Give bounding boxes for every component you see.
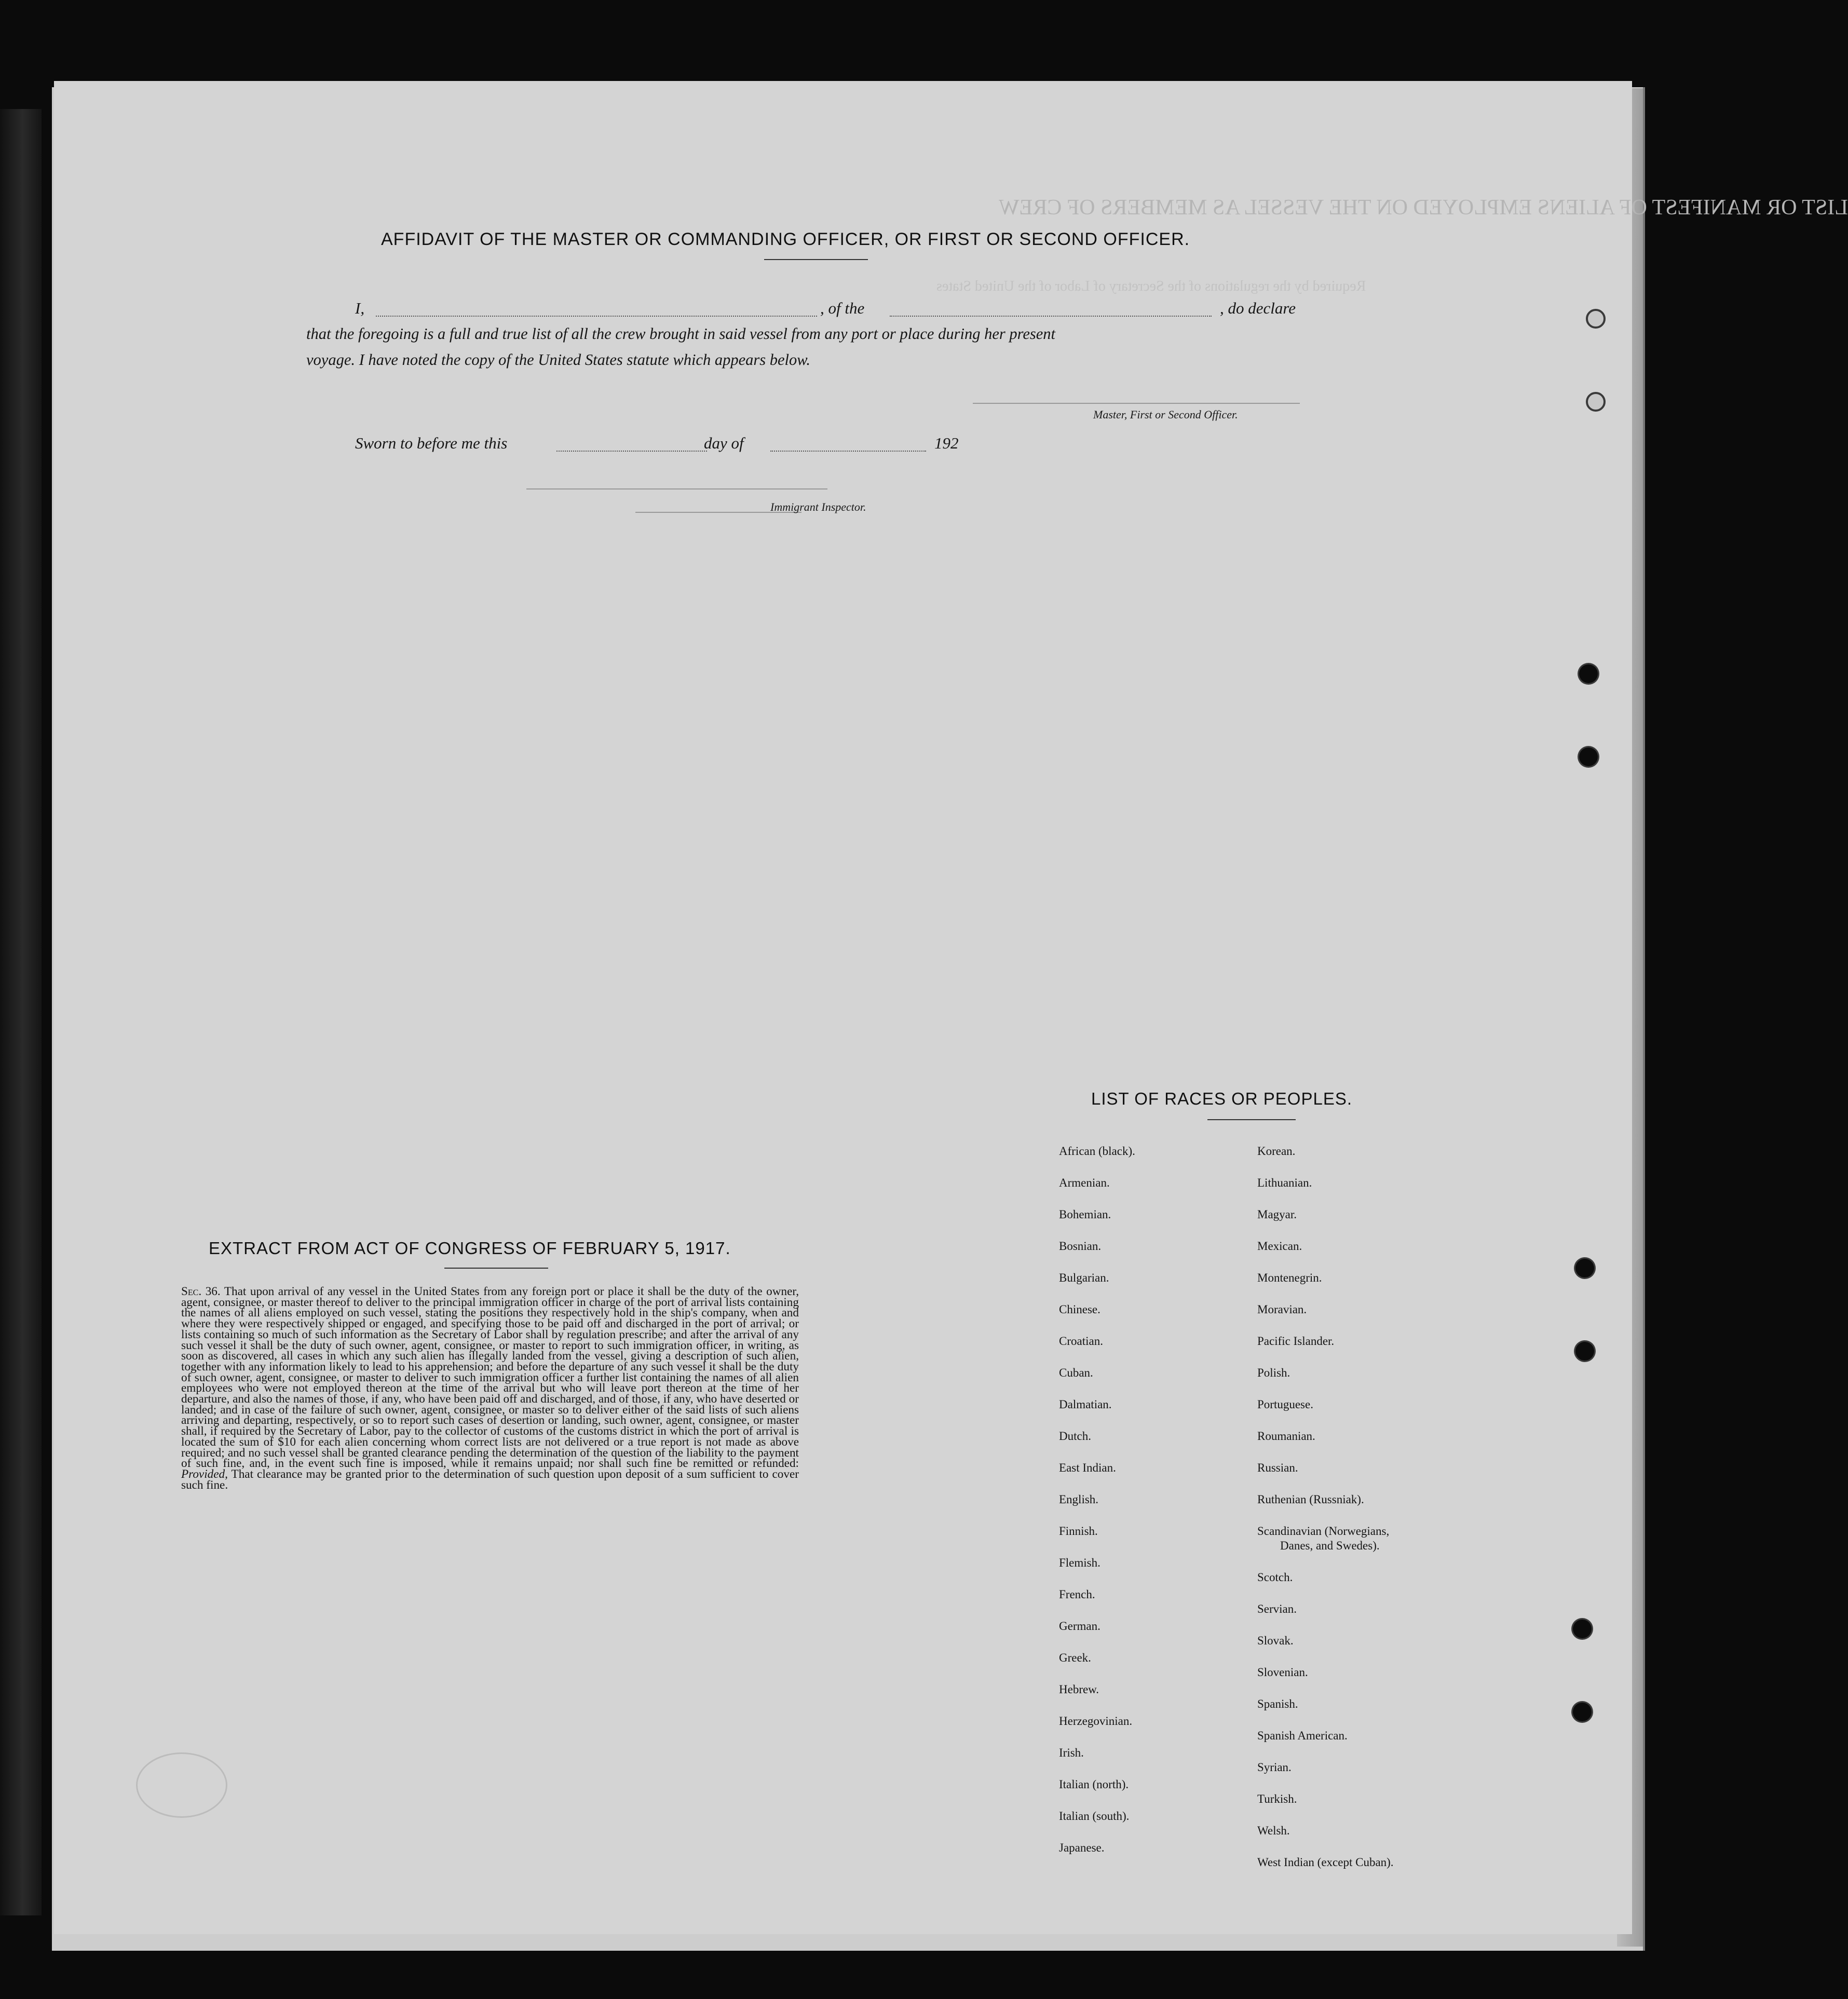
race-item: Bosnian.: [1059, 1240, 1102, 1253]
affidavit-line2: that the foregoing is a full and true list of all the crew brought in said vessel from any port or place during her present: [306, 325, 1056, 343]
binder-hole: [1575, 1342, 1594, 1361]
affidavit-i: I,: [355, 299, 365, 317]
faint-stamp: [136, 1752, 227, 1818]
race-item: Slovenian.: [1257, 1666, 1308, 1679]
extract-title: EXTRACT FROM ACT OF CONGRESS OF FEBRUARY 5, 1917.: [209, 1239, 731, 1258]
race-item: Dutch.: [1059, 1430, 1091, 1443]
race-item: Magyar.: [1257, 1208, 1297, 1221]
race-item: Bohemian.: [1059, 1208, 1111, 1221]
race-item: Croatian.: [1059, 1335, 1103, 1348]
race-item: African (black).: [1059, 1145, 1135, 1158]
race-item: Bulgarian.: [1059, 1271, 1109, 1284]
race-item: Chinese.: [1059, 1303, 1100, 1316]
name-blank[interactable]: [376, 316, 817, 317]
race-item: Roumanian.: [1257, 1430, 1315, 1443]
affidavit-title: AFFIDAVIT OF THE MASTER OR COMMANDING OFFICER, OR FIRST OR SECOND OFFICER.: [381, 229, 1190, 249]
race-item: Flemish.: [1059, 1556, 1100, 1569]
race-item: Welsh.: [1257, 1824, 1290, 1837]
affidavit-do-declare: , do declare: [1220, 299, 1296, 317]
race-item: English.: [1059, 1493, 1099, 1506]
proviso-text: That clearance may be granted prior to the determination of such question upon deposit of a sum sufficient to cover such fine.: [181, 1467, 799, 1492]
bleed-through: LIST OR MANIFEST OF ALIENS EMPLOYED ON THE VESSEL AS MEMBERS OF CREW: [999, 196, 1848, 220]
affidavit-line3: voyage. I have noted the copy of the United States statute which appears below.: [306, 351, 810, 369]
sworn-day-blank[interactable]: [556, 451, 707, 452]
race-item: Polish.: [1257, 1366, 1290, 1379]
race-item: Spanish American.: [1257, 1729, 1348, 1742]
section-text: That upon arrival of any vessel in the United States from any foreign port or place it shall be the duty of the owner, agent, consignee, or master thereof to deliver to the principal immigration officer in charge of the port of arrival lists containing the names of all aliens employed on such vessel, stating the positions they respectively hold in the ship's company, when and where they were respectively shipped or engaged, and specifying those to be paid off and discharged in the port of arrival; or lists containing so much of such information as the Secretary of Labor shall by regulation prescribe; and after the arrival of any such vessel it shall be the duty of such owner, agent, consignee, or master to report to such immigration officer, in writing, as soon as discovered, all cases in which any such alien has illegally landed from the vessel, giving a description of such alien, together with any information likely to lead to his apprehension; and before the departure of any such vessel it shall be the duty of such owner, agent, consignee, or master to deliver to such immigration officer a further list containing the names of all alien employees who were not employed thereon at the time of the arrival but who will leave port thereon at the time of her departure, and also the names of those, if any, who have been paid off and discharged, and of those, if any, who have deserted or landed; and in case of the failure of such owner, agent, consignee, or master so to deliver either of the said lists of such aliens arriving and departing, respectively, or so to report such cases of desertion or landing, such owner, agent, consignee, or master shall, if required by the Secretary of Labor, pay to the collector of customs of the customs district in which the port of arrival is located the sum of $10 for each alien concerning whom correct lists are not delivered or a true report is not made as above required; and no such vessel shall be granted clearance pending the determination of the question of the liability to the payment of such fine, and, in the event such fine is imposed, while it remains unpaid; nor shall such fine be remitted or refunded:: [181, 1285, 799, 1471]
race-item: French.: [1059, 1588, 1095, 1601]
race-item: Cuban.: [1059, 1366, 1093, 1379]
race-item: Herzegovinian.: [1059, 1715, 1133, 1728]
scan-edge: [0, 109, 42, 1915]
race-item: Finnish.: [1059, 1525, 1098, 1538]
binder-hole: [1573, 1620, 1592, 1638]
race-item: Mexican.: [1257, 1240, 1302, 1253]
race-item: Japanese.: [1059, 1841, 1105, 1854]
bleed-through: Required by the regulations of the Secretary of Labor of the United States: [936, 278, 1366, 294]
race-item: Danes, and Swedes).: [1280, 1539, 1380, 1552]
binder-hole: [1586, 392, 1606, 412]
binder-hole: [1573, 1703, 1592, 1721]
race-item: Spanish.: [1257, 1697, 1298, 1710]
race-item: Moravian.: [1257, 1303, 1307, 1316]
race-item: Pacific Islander.: [1257, 1335, 1335, 1348]
binder-hole: [1575, 1259, 1594, 1277]
affidavit-of-the: , of the: [820, 299, 865, 317]
race-item: Syrian.: [1257, 1761, 1292, 1774]
master-signature-line[interactable]: [973, 403, 1300, 404]
race-item: German.: [1059, 1620, 1100, 1633]
year-prefix: 192: [934, 434, 959, 452]
race-item: Italian (north).: [1059, 1778, 1129, 1791]
race-item: Servian.: [1257, 1602, 1297, 1615]
race-item: Hebrew.: [1059, 1683, 1099, 1696]
races-title-rule: [1207, 1119, 1296, 1120]
section-label: Sec. 36.: [181, 1285, 221, 1298]
race-item: Russian.: [1257, 1461, 1298, 1474]
race-item: West Indian (except Cuban).: [1257, 1856, 1394, 1869]
binder-hole: [1586, 309, 1606, 329]
master-caption: Master, First or Second Officer.: [1093, 408, 1238, 421]
affidavit-title-rule: [764, 259, 868, 260]
race-item: Lithuanian.: [1257, 1176, 1312, 1189]
inspector-signature-line[interactable]: [526, 488, 827, 489]
race-item: Portuguese.: [1257, 1398, 1313, 1411]
race-item: Irish.: [1059, 1746, 1084, 1759]
sworn-text: Sworn to before me this: [355, 434, 508, 452]
race-item: Dalmatian.: [1059, 1398, 1112, 1411]
day-of-text: day of: [704, 434, 744, 452]
race-item: Scotch.: [1257, 1571, 1293, 1584]
race-item: Montenegrin.: [1257, 1271, 1322, 1284]
inspector-caption: Immigrant Inspector.: [770, 500, 866, 513]
race-item: Armenian.: [1059, 1176, 1110, 1189]
proviso-label: Provided,: [181, 1467, 228, 1481]
extract-body: [181, 1286, 799, 1490]
race-item: Turkish.: [1257, 1792, 1297, 1805]
race-item: East Indian.: [1059, 1461, 1116, 1474]
race-item: Greek.: [1059, 1651, 1091, 1664]
race-item: Ruthenian (Russniak).: [1257, 1493, 1364, 1506]
race-item: Italian (south).: [1059, 1810, 1130, 1823]
binder-hole: [1579, 664, 1598, 683]
vessel-blank[interactable]: [890, 316, 1212, 317]
race-item: Slovak.: [1257, 1634, 1294, 1647]
extract-title-rule: [444, 1268, 548, 1269]
sworn-month-blank[interactable]: [770, 451, 926, 452]
race-item: Korean.: [1257, 1145, 1296, 1158]
races-title: LIST OF RACES OR PEOPLES.: [1091, 1089, 1353, 1108]
binder-hole: [1579, 747, 1598, 766]
race-item: Scandinavian (Norwegians,: [1257, 1525, 1390, 1538]
document-page: [54, 81, 1848, 1934]
